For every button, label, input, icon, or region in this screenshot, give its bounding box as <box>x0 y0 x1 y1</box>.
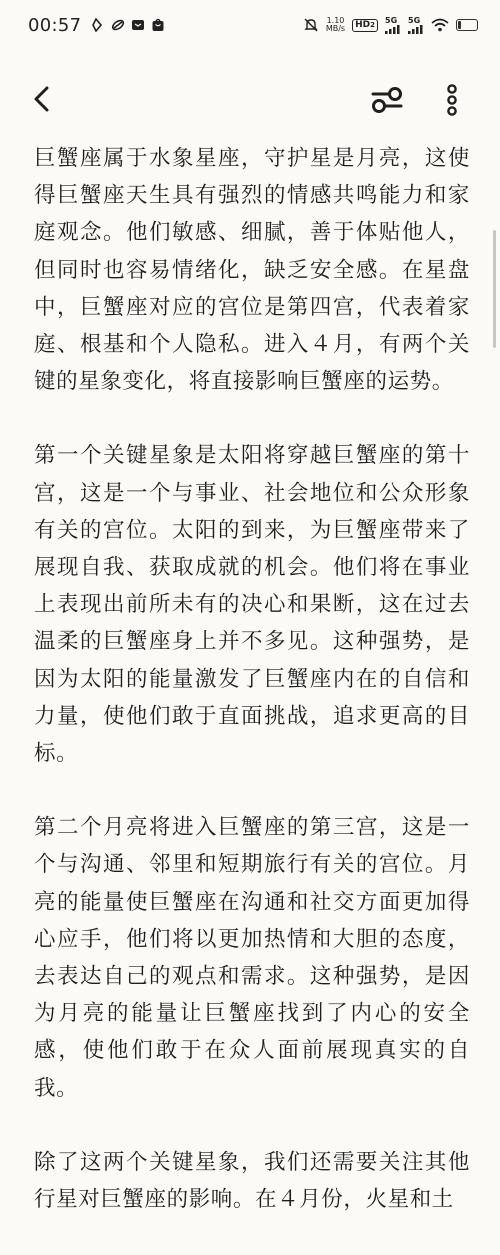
article-paragraph: 第一个关键星象是太阳将穿越巨蟹座的第十宫，这是一个与事业、社会地位和公众形象有关的宫位。太阳的到来，为巨蟹座带来了展现自我、获取成就的机会。他们将在事业上表现出前所未有的决心和果断，这在过去温柔的巨蟹座身上并不多见。这种强势，是因为太阳的能量激发了巨蟹座内在的自信和力量，使他们敢于直面挑战，追求更高的目标。 <box>34 443 470 767</box>
status-time: 00:57 <box>28 14 82 36</box>
chevron-left-icon[interactable] <box>28 84 58 114</box>
hd-sub: 2 <box>370 20 375 29</box>
signal-bars-icon <box>385 25 401 34</box>
app-notification-icon <box>91 18 105 32</box>
article-paragraph: 第二个月亮将进入巨蟹座的第三宫，这是一个与沟通、邻里和短期旅行有关的宫位。月亮的能量使巨蟹座在沟通和社交方面更加得心应手，他们将以更加热情和大胆的态度，去表达自己的观点和需求。这种强势，是因为月亮的能量让巨蟹座找到了内心的安全感，使他们敢于在众人面前展现真实的自我。 <box>34 815 470 1101</box>
link-icon <box>111 18 125 32</box>
battery-level <box>458 21 461 29</box>
signal-2 <box>408 17 424 34</box>
sliders-icon[interactable] <box>370 84 404 116</box>
hd-label: HD <box>355 19 371 30</box>
network-speed-unit: MB/s <box>325 24 346 33</box>
signal-2-label: 5G <box>408 15 421 25</box>
hd-volte-badge <box>352 19 378 32</box>
vertical-dots-icon[interactable] <box>440 84 464 116</box>
network-speed-value: 1.10 <box>326 16 345 25</box>
signal-1-label: 5G <box>385 15 398 25</box>
status-right <box>303 17 478 34</box>
network-speed <box>326 17 345 33</box>
article-paragraph: 除了这两个关键星象，我们还需要关注其他行星对巨蟹座的影响。在４月份，火星和土 <box>34 1149 470 1213</box>
signal-bars-icon <box>408 25 424 34</box>
article-body <box>34 140 470 1255</box>
status-left <box>28 15 165 36</box>
article-paragraph: 巨蟹座属于水象星座，守护星是月亮，这使得巨蟹座天生具有强烈的情感共鸣能力和家庭观念。他们敏感、细腻，善于体贴他人，但同时也容易情绪化，缺乏安全感。在星盘中，巨蟹座对应的宫位是第四宫，代表着家庭、根基和个人隐私。进入４月，有两个关键的星象变化，将直接影响巨蟹座的运势。 <box>34 146 470 395</box>
battery-icon <box>456 19 478 31</box>
wifi-icon <box>431 18 449 32</box>
scrollbar-thumb[interactable] <box>493 230 496 348</box>
signal-1 <box>385 17 401 34</box>
message-icon <box>131 18 145 32</box>
status-bar <box>0 0 500 50</box>
notification-icons <box>91 18 165 32</box>
shopping-bag-icon <box>151 18 165 32</box>
top-nav-bar <box>0 74 500 126</box>
mute-icon <box>303 17 319 33</box>
